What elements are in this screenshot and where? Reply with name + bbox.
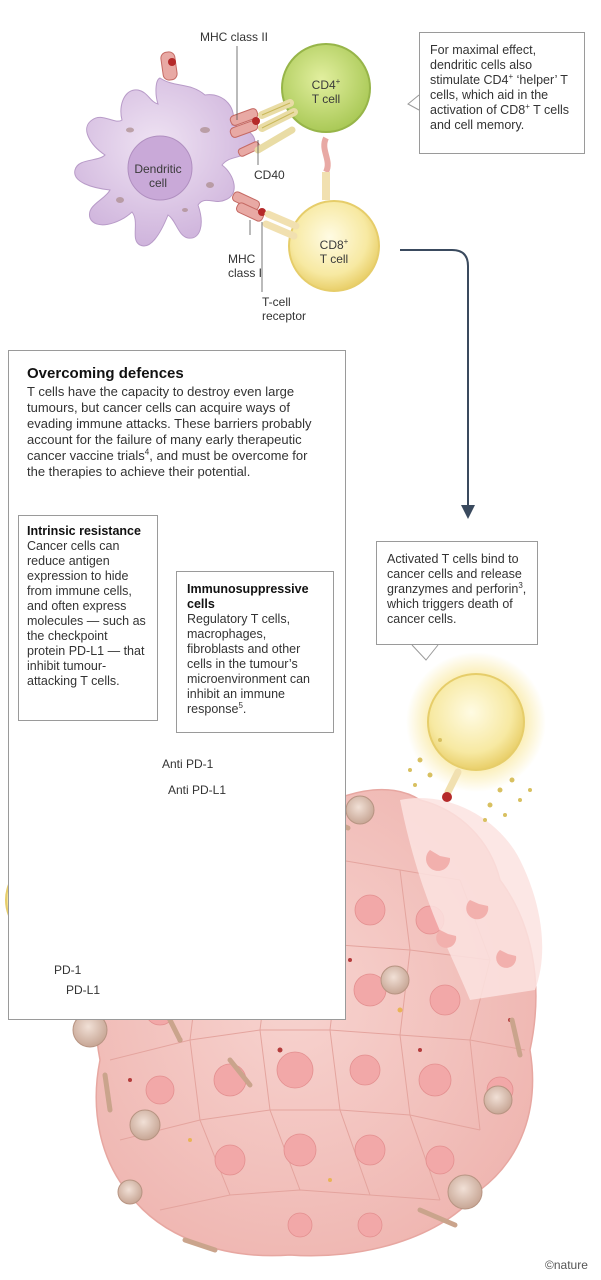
activated-text: Activated T cells bind to cancer cells and release granzymes and perforin$^3$, which triggers death of cancer cells. <box>387 552 527 626</box>
pd1-label: PD-1 <box>54 963 82 977</box>
flow-arrow <box>400 250 468 512</box>
mhc-class-i-label: MHC class I <box>228 252 263 280</box>
dendritic-cell-label: Dendritic cell <box>134 162 182 190</box>
intrinsic-resistance-box <box>18 515 158 721</box>
cd40-label: CD40 <box>254 168 285 182</box>
anti-pdl1-label: Anti PD-L1 <box>168 783 227 797</box>
pdl1-label: PD-L1 <box>66 983 101 997</box>
activated-t-cell <box>406 652 546 822</box>
mhc-class-ii-label: MHC class II <box>200 30 269 44</box>
defences-title: Overcoming defences <box>27 365 184 382</box>
t-cell-receptor-label: T-cell receptor <box>262 295 307 323</box>
nature-credit: ©nature <box>545 1258 588 1272</box>
intrinsic-body: Cancer cells can reduce antigen expression to hide from immune cells, and often express molecules — such as the checkpoint protein PD-L1 — that inhibit tumour-attacking T cells. <box>27 539 146 688</box>
helper-cells-box <box>419 32 585 154</box>
immunosuppressive-box <box>176 571 334 733</box>
activated-t-cells-box <box>376 541 538 645</box>
cd4-cd8-contact <box>322 138 330 200</box>
anti-pd1-label: Anti PD-1 <box>162 757 214 771</box>
immuno-body: Regulatory T cells, macrophages, fibroblasts and other cells in the tumour’s microenvironment can inhibit an immune response$^5$. <box>187 612 310 716</box>
helper-cells-text: For maximal effect, dendritic cells also stimulate CD4+ ‘helper’ T cells, which aid in the activation of CD8+ T cells and cell memory. <box>430 43 569 132</box>
cd4-t-cell-label: CD4+ T cell <box>311 77 341 106</box>
intrinsic-title: Intrinsic resistance <box>27 524 141 538</box>
defences-body: T cells have the capacity to destroy even large tumours, but cancer cells can acquire ways of evading immune attacks. These barriers probably account for the failure of many early therapeutic cancer vaccine trials$^4$, and must be overcome for the therapies to achieve their potential. <box>27 384 312 479</box>
cd8-t-cell-label: CD8+ T cell <box>319 237 349 266</box>
immuno-title: Immunosuppressive cells <box>187 582 309 611</box>
